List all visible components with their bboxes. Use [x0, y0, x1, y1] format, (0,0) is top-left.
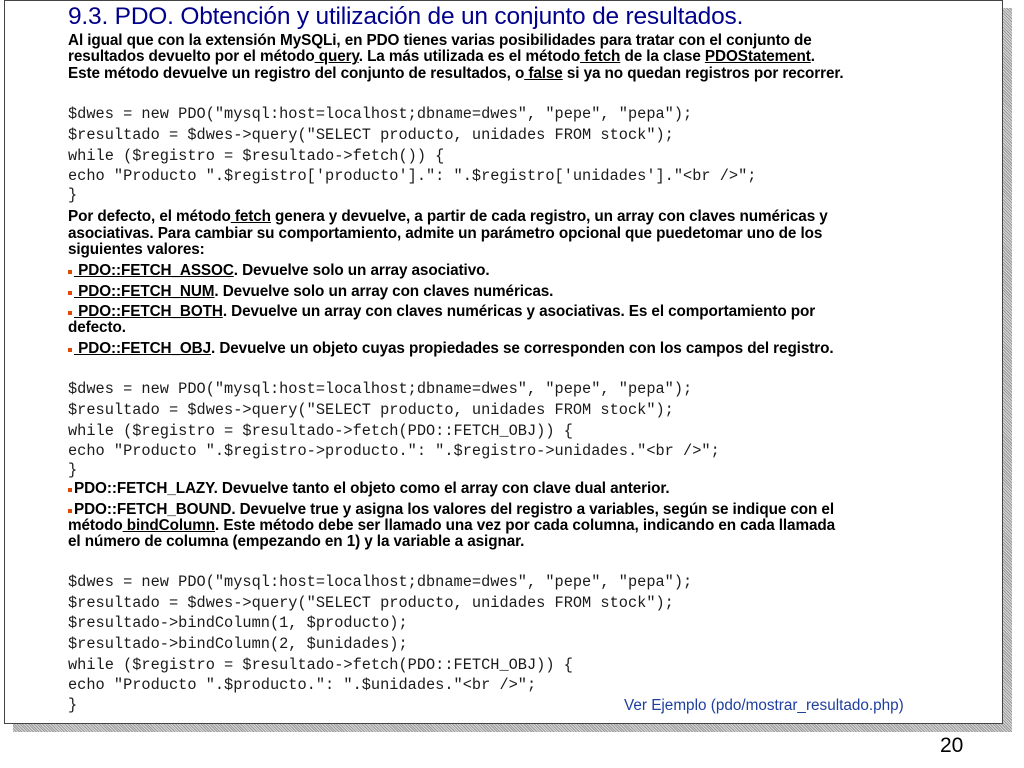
fetch-obj-link[interactable]: PDO::FETCH_OBJ: [74, 340, 212, 357]
example-link[interactable]: Ver Ejemplo (pdo/mostrar_resultado.php): [624, 697, 904, 714]
code1-line: $dwes = new PDO("mysql:host=localhost;dbname=dwes", "pepe", "pepa");: [68, 105, 693, 123]
code3-line: while ($registro = $resultado->fetch(PDO::FETCH_OBJ)) {: [68, 656, 573, 674]
bullet-fetch-num: PDO::FETCH_NUM. Devuelve solo un array con claves numéricas.: [68, 283, 553, 300]
page-number: 20: [940, 734, 964, 757]
code3-line: }: [68, 696, 78, 714]
bullet-icon: [68, 348, 72, 352]
bullet-icon: [68, 270, 72, 274]
para2-line-3: siguientes valores:: [68, 241, 205, 258]
para2-line-2: asociativas. Para cambiar su comportamiento, admite un parámetro opcional que puedetomar uno de los: [68, 225, 823, 242]
pdostatement-link[interactable]: PDOStatement: [704, 48, 811, 65]
bindcolumn-link[interactable]: bindColumn: [122, 517, 216, 534]
bullet-fetch-both: PDO::FETCH_BOTH. Devuelve un array con claves numéricas y asociativas. Es el comportamiento por: [68, 303, 815, 320]
fetch-link[interactable]: fetch: [230, 208, 271, 225]
fetch-num-link[interactable]: PDO::FETCH_NUM: [74, 283, 215, 300]
slide-title: 9.3. PDO. Obtención y utilización de un conjunto de resultados.: [68, 3, 744, 30]
code2-line: }: [68, 461, 78, 479]
code3-line: $resultado = $dwes->query("SELECT producto, unidades FROM stock");: [68, 594, 674, 612]
code1-line: }: [68, 186, 78, 204]
bullet-icon: [68, 311, 72, 315]
para2-line-1: Por defecto, el método fetch genera y devuelve, a partir de cada registro, un array con claves numéricas y: [68, 208, 828, 225]
bullet-fetch-lazy: PDO::FETCH_LAZY. Devuelve tanto el objeto como el array con clave dual anterior.: [68, 480, 670, 497]
code2-line: echo "Producto ".$registro->producto.": ".$registro->unidades."<br />";: [68, 442, 720, 460]
bullet-fetch-obj: PDO::FETCH_OBJ. Devuelve un objeto cuyas propiedades se corresponden con los campos del registro.: [68, 340, 833, 357]
intro-line-1: Al igual que con la extensión MySQLi, en PDO tienes varias posibilidades para tratar con el conjunto de: [68, 32, 812, 49]
bullet-fetch-bound: PDO::FETCH_BOUND. Devuelve true y asigna los valores del registro a variables, según se indique con el: [68, 501, 834, 518]
code3-line: $resultado->bindColumn(1, $producto);: [68, 614, 408, 632]
bullet-icon: [68, 509, 72, 513]
code2-line: while ($registro = $resultado->fetch(PDO::FETCH_OBJ)) {: [68, 422, 573, 440]
bullet-fetch-bound-line-3: el número de columna (empezando en 1) y la variable a asignar.: [68, 533, 525, 550]
bullet-fetch-both-cont: defecto.: [68, 319, 126, 336]
code2-line: $resultado = $dwes->query("SELECT producto, unidades FROM stock");: [68, 401, 674, 419]
bullet-fetch-bound-line-2: método bindColumn. Este método debe ser llamado una vez por cada columna, indicando en cada llamada: [68, 517, 836, 534]
fetch-link[interactable]: fetch: [580, 48, 621, 65]
code1-line: echo "Producto ".$registro['producto'].": ".$registro['unidades']."<br />";: [68, 167, 757, 185]
intro-line-2: resultados devuelto por el método query. La más utilizada es el método fetch de la clase PDOStatement.: [68, 48, 815, 65]
bullet-icon: [68, 291, 72, 295]
bullet-fetch-assoc: PDO::FETCH_ASSOC. Devuelve solo un array asociativo.: [68, 262, 490, 279]
code3-line: $dwes = new PDO("mysql:host=localhost;dbname=dwes", "pepe", "pepa");: [68, 573, 693, 591]
fetch-assoc-link[interactable]: PDO::FETCH_ASSOC: [74, 262, 234, 279]
fetch-both-link[interactable]: PDO::FETCH_BOTH: [74, 303, 223, 320]
bullet-icon: [68, 488, 72, 492]
false-link[interactable]: false: [524, 65, 563, 82]
code1-line: $resultado = $dwes->query("SELECT producto, unidades FROM stock");: [68, 126, 674, 144]
intro-line-3: Este método devuelve un registro del conjunto de resultados, o false si ya no quedan registros por recorrer.: [68, 65, 844, 82]
query-link[interactable]: query: [314, 48, 359, 65]
code3-line: echo "Producto ".$producto.": ".$unidades."<br />";: [68, 676, 537, 694]
code2-line: $dwes = new PDO("mysql:host=localhost;dbname=dwes", "pepe", "pepa");: [68, 380, 693, 398]
code3-line: $resultado->bindColumn(2, $unidades);: [68, 635, 408, 653]
code1-line: while ($registro = $resultado->fetch()) {: [68, 147, 445, 165]
